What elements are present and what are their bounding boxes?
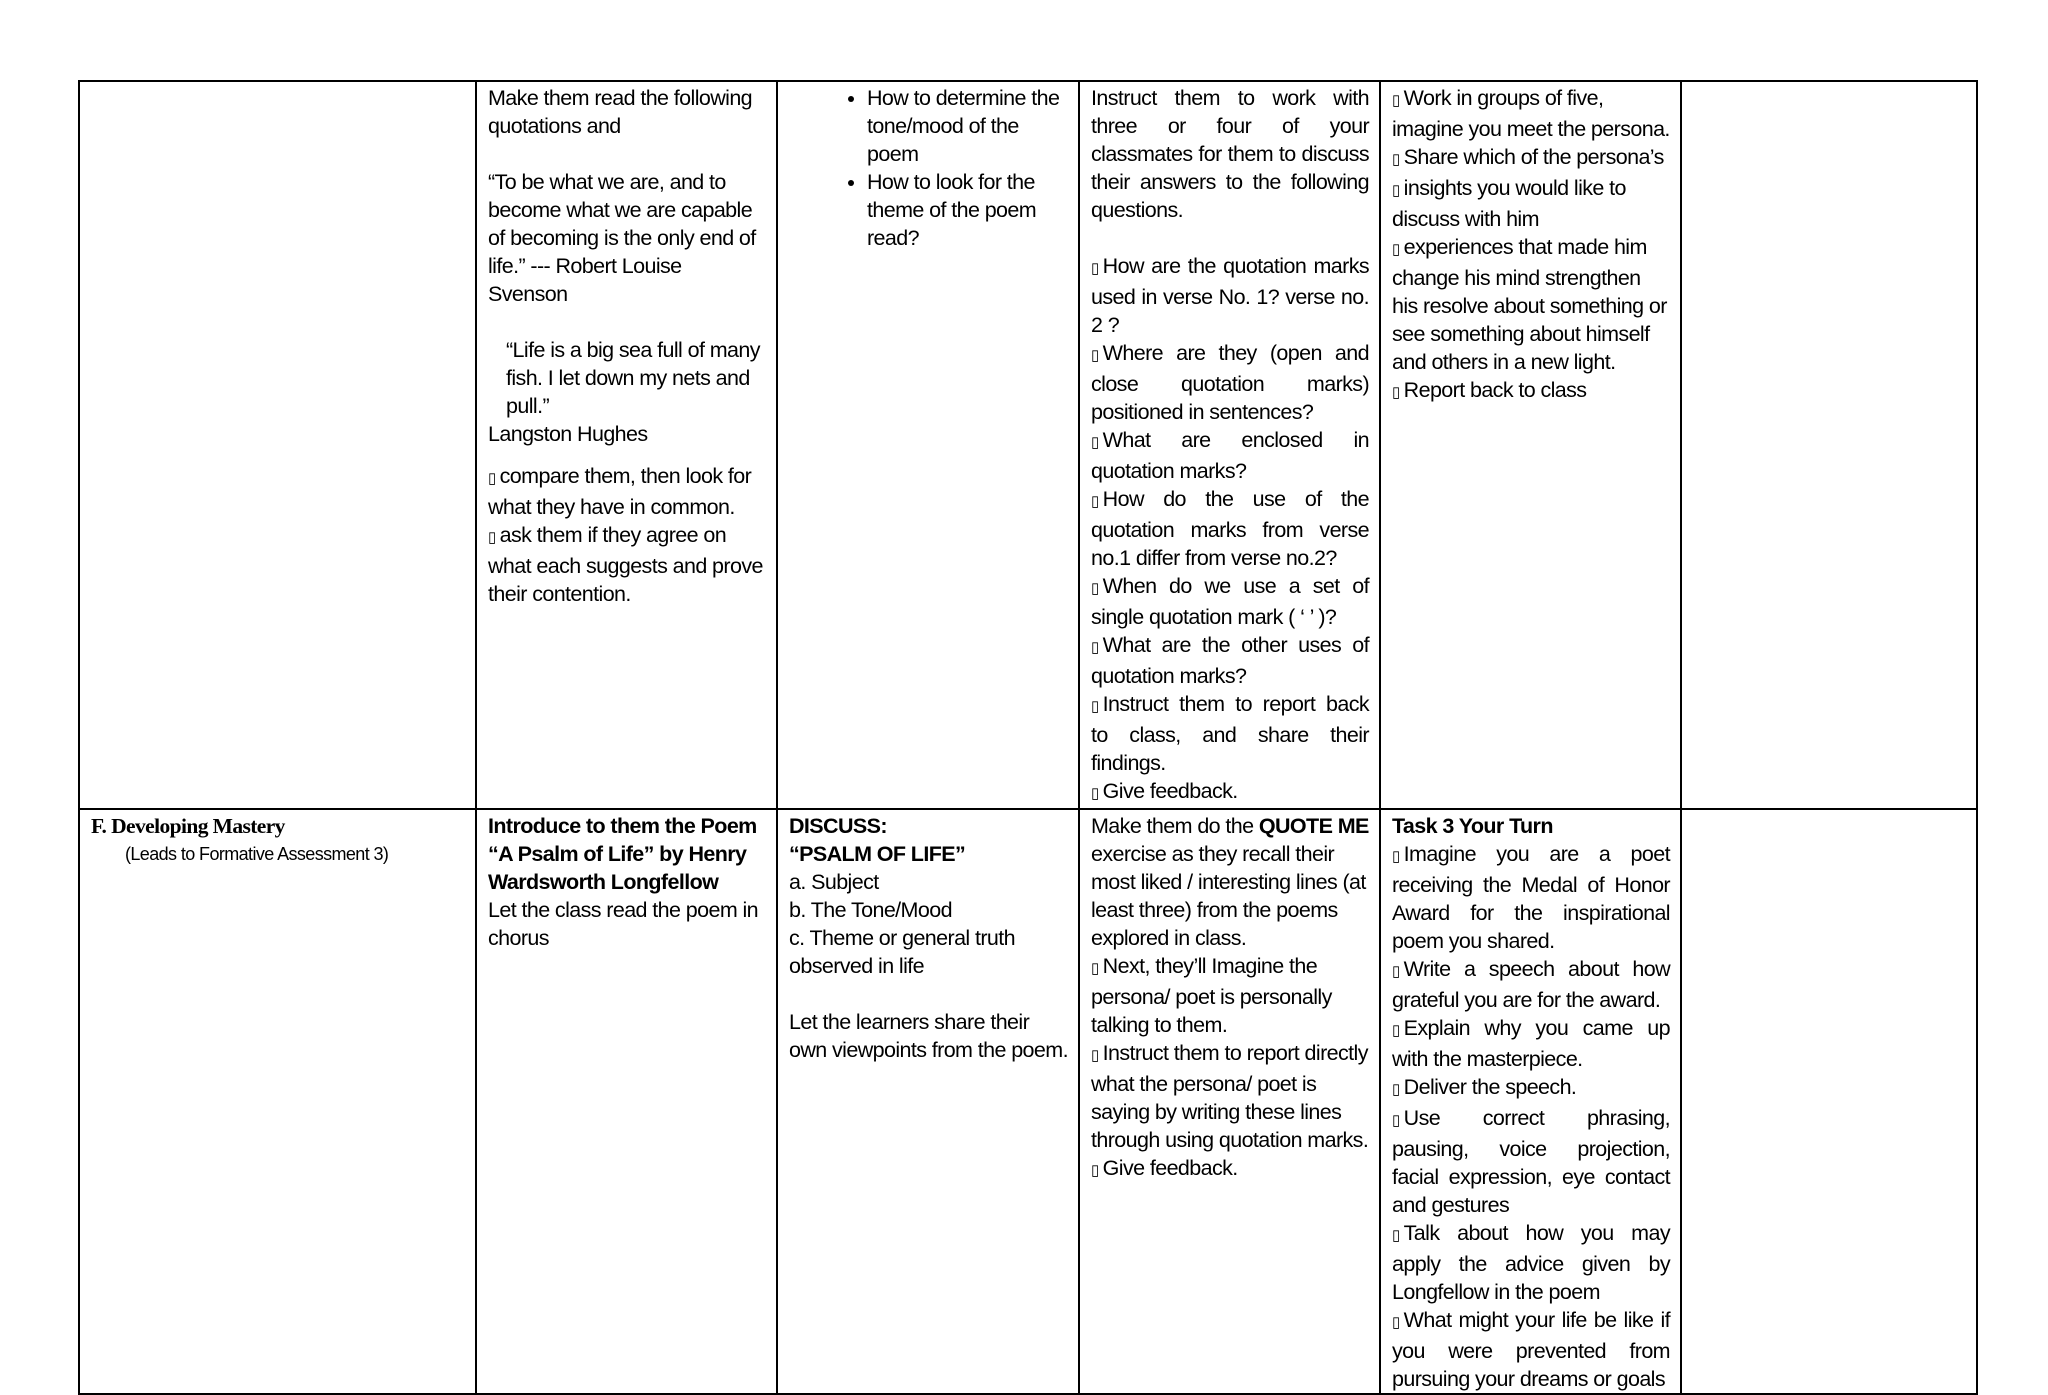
- list-item: ▯ Instruct them to report directly what the persona/ poet is saying by writing these lines through using quotation marks.: [1091, 1039, 1369, 1154]
- quotation-text: “Life is a big sea full of many fish. I let down my nets and pull.”: [506, 338, 760, 418]
- group-work-cell: [1079, 809, 1380, 1394]
- exercise-name: QUOTE ME: [1258, 814, 1369, 838]
- list-item: ▯ Share which of the persona’s: [1392, 143, 1670, 174]
- list-item: ▯ Report back to class: [1392, 376, 1670, 407]
- list-item: b. The Tone/Mood: [789, 898, 952, 922]
- instruction-text: Instruct them to work with three or four of your classmates for them to discuss their answers to the following questions.: [1091, 86, 1369, 222]
- list-item: ▯ ask them if they agree on what each suggests and prove their contention.: [488, 521, 766, 608]
- list-item: ▯ Talk about how you may apply the advice given by Longfellow in the poem: [1392, 1219, 1670, 1306]
- procedure-letter: F.: [91, 814, 107, 838]
- list-item: ▯ How are the quotation marks used in verse No. 1? verse no. 2 ?: [1091, 252, 1369, 339]
- list-item: ▯ Explain why you came up with the masterpiece.: [1392, 1014, 1670, 1073]
- remarks-cell: [1681, 81, 1977, 809]
- list-item: ▯ Write a speech about how grateful you are for the award.: [1392, 955, 1670, 1014]
- list-item: • How to determine the tone/mood of the poem: [867, 84, 1068, 168]
- instruction-text: Make them do the QUOTE ME exercise as they recall their most liked / interesting lines (at least three) from the poems explored in class.: [1091, 814, 1369, 950]
- task-title: Task 3 Your Turn: [1392, 814, 1553, 838]
- list-item: ▯ When do we use a set of single quotation mark ( ‘ ’ )?: [1091, 572, 1369, 631]
- activity-title: Introduce to them the Poem “A Psalm of Life” by Henry Wardsworth Longfellow: [488, 814, 757, 894]
- discussion-list: [789, 84, 1068, 252]
- list-item: c. Theme or general truth observed in life: [789, 926, 1016, 978]
- list-item: ▯ Deliver the speech.: [1392, 1073, 1670, 1104]
- discuss-heading: DISCUSS:: [789, 814, 887, 838]
- procedure-label-cell: [79, 809, 476, 1394]
- teacher-activity-cell: [476, 81, 777, 809]
- list-item: ▯ Instruct them to report back to class, and share their findings.: [1091, 690, 1369, 777]
- list-item: ▯ insights you would like to discuss with him: [1392, 174, 1670, 233]
- learner-task-cell: [1380, 81, 1681, 809]
- list-item: ▯ experiences that made him change his mind strengthen his resolve about something or see something about himself and others in a new light.: [1392, 233, 1670, 376]
- list-item: ▯ Imagine you are a poet receiving the Medal of Honor Award for the inspirational poem you shared.: [1392, 840, 1670, 955]
- discussion-cell: [777, 809, 1079, 1394]
- teacher-activity-cell: [476, 809, 777, 1394]
- procedure-subtitle: (Leads to Formative Assessment 3): [125, 844, 389, 864]
- procedure-title: [91, 812, 465, 840]
- group-work-cell: [1079, 81, 1380, 809]
- quotation-text: “To be what we are, and to become what we are capable of becoming is the only end of life.” --- Robert Louise Svenson: [488, 170, 756, 306]
- list-item: ▯ How do the use of the quotation marks from verse no.1 differ from verse no.2?: [1091, 485, 1369, 572]
- list-item: ▯ Work in groups of five, imagine you meet the persona.: [1392, 84, 1670, 143]
- table-row: [79, 81, 1977, 809]
- procedure-label-cell: [79, 81, 476, 809]
- list-item: ▯ Next, they’ll Imagine the persona/ poet is personally talking to them.: [1091, 952, 1369, 1039]
- activity-text: Let the learners share their own viewpoints from the poem.: [789, 1010, 1068, 1062]
- remarks-cell: [1681, 809, 1977, 1394]
- procedure-name: Developing Mastery: [111, 814, 285, 838]
- instruction-text: Make them read the following quotations and: [488, 86, 753, 138]
- table-row: [79, 809, 1977, 1394]
- learner-task-cell: [1380, 809, 1681, 1394]
- list-item: ▯ Where are they (open and close quotation marks) positioned in sentences?: [1091, 339, 1369, 426]
- list-item: ▯ What are enclosed in quotation marks?: [1091, 426, 1369, 485]
- activity-text: Let the class read the poem in chorus: [488, 898, 759, 950]
- list-item: ▯ Use correct phrasing, pausing, voice projection, facial expression, eye contact and gestures: [1392, 1104, 1670, 1219]
- list-item: ▯ compare them, then look for what they have in common.: [488, 462, 766, 521]
- lesson-plan-table: [78, 80, 1978, 1395]
- list-item: ▯ Give feedback.: [1091, 777, 1369, 808]
- poem-title: “PSALM OF LIFE”: [789, 842, 966, 866]
- list-item: a. Subject: [789, 870, 879, 894]
- quotation-author: Langston Hughes: [488, 422, 648, 446]
- list-item: ▯ What are the other uses of quotation marks?: [1091, 631, 1369, 690]
- list-item: ▯ What might your life be like if you were prevented from pursuing your dreams or goals: [1392, 1306, 1670, 1393]
- list-item: ▯ Give feedback.: [1091, 1154, 1369, 1185]
- discussion-cell: [777, 81, 1079, 809]
- list-item: • How to look for the theme of the poem read?: [867, 168, 1068, 252]
